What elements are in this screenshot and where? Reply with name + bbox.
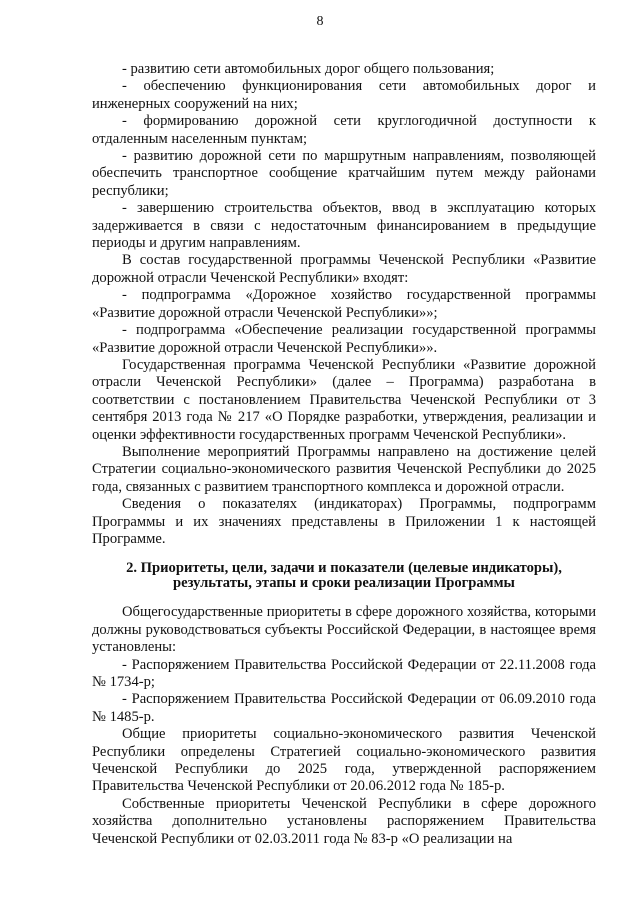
paragraph: - формированию дорожной сети круглогодичной доступности к отдаленным населенным пунктам; bbox=[92, 113, 596, 147]
paragraph: - подпрограмма «Обеспечение реализации государственной программы «Развитие дорожной отрасли Чеченской Республики»». bbox=[92, 322, 596, 356]
paragraph: - завершению строительства объектов, ввод в эксплуатацию которых задерживается в связи с недостаточным финансированием в предыдущие периоды и другим направлениям. bbox=[92, 200, 596, 252]
paragraph: - подпрограмма «Дорожное хозяйство государственной программы «Развитие дорожной отрасли Чеченской Республики»»; bbox=[92, 287, 596, 321]
section-heading-line: 2. Приоритеты, цели, задачи и показатели (целевые индикаторы), bbox=[126, 560, 562, 577]
section-heading bbox=[92, 561, 596, 591]
paragraph: - Распоряжением Правительства Российской Федерации от 22.11.2008 года № 1734-р; bbox=[92, 656, 596, 690]
paragraph: Государственная программа Чеченской Республики «Развитие дорожной отрасли Чеченской Республики» (далее – Программа) разработана в соответствии с постановлением Правительства Чеченской Республики от 3 сентября 2013 года № 217 «О Порядке разработки, утверждения, реализации и оценки эффективности государственных программ Чеченской Республики». bbox=[92, 356, 596, 443]
paragraph: - развитию сети автомобильных дорог общего пользования; bbox=[122, 61, 495, 77]
paragraph: Сведения о показателях (индикаторах) Программы, подпрограмм Программы и их значениях представлены в Приложении 1 к настоящей Программе. bbox=[92, 496, 596, 547]
paragraph: В состав государственной программы Чеченской Республики «Развитие дорожной отрасли Чеченской Республики» входят: bbox=[92, 252, 596, 286]
paragraph: Общие приоритеты социально-экономического развития Чеченской Республики определены Стратегией социально-экономического развития Чеченской Республики до 2025 года, утвержденной распоряжением Правительства Чеченской Республики от 20.06.2012 года № 185-р. bbox=[92, 726, 596, 795]
document-body bbox=[92, 61, 596, 848]
paragraph: - развитию дорожной сети по маршрутным направлениям, позволяющей обеспечить транспортное сообщение кратчайшим путем между районами республики; bbox=[92, 148, 596, 199]
section-heading-line: результаты, этапы и сроки реализации Программы bbox=[173, 575, 515, 592]
paragraph: Общегосударственные приоритеты в сфере дорожного хозяйства, которыми должны руководствоваться субъекты Российской Федерации, в настоящее время установлены: bbox=[92, 604, 596, 656]
paragraph: - Распоряжением Правительства Российской Федерации от 06.09.2010 года № 1485-р. bbox=[92, 691, 596, 725]
paragraph: - обеспечению функционирования сети автомобильных дорог и инженерных сооружений на них; bbox=[92, 78, 596, 112]
paragraph: Собственные приоритеты Чеченской Республики в сфере дорожного хозяйства дополнительно установлены распоряжением Правительства Чеченской Республики от 02.03.2011 года № 83-р «О реализации на bbox=[92, 795, 596, 847]
page-number: 8 bbox=[316, 14, 324, 29]
paragraph: Выполнение мероприятий Программы направлено на достижение целей Стратегии социально-экономического развития Чеченской Республики до 2025 года, связанных с развитием транспортного комплекса и дорожной отрасли. bbox=[92, 443, 596, 495]
